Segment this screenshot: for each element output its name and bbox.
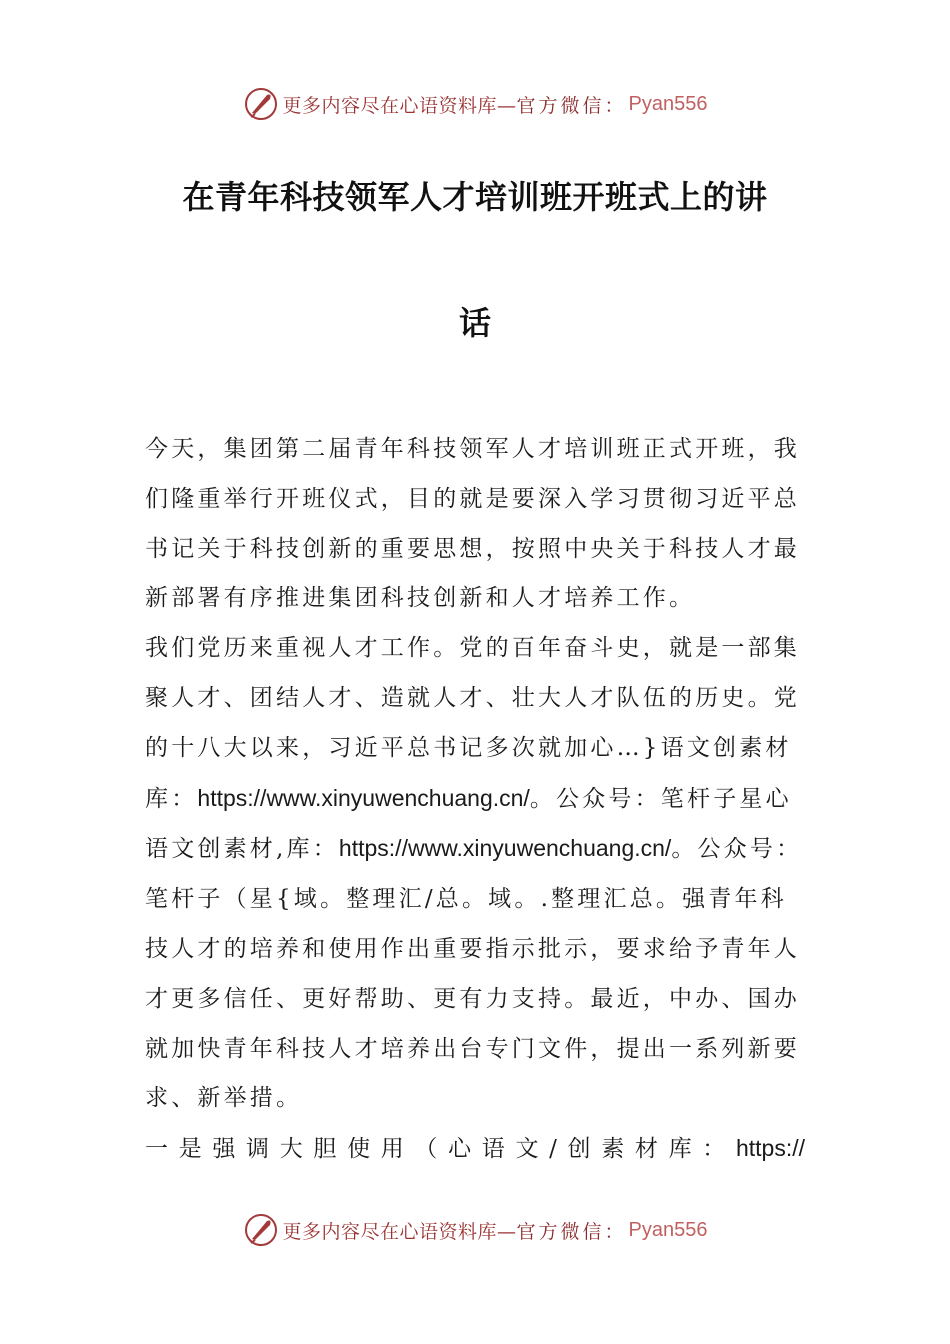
banner-wechat-label: 官方微信： — [516, 94, 627, 117]
banner-text: 更多内容尽在心语资料库— — [282, 94, 517, 117]
paragraph-2-text-b: 。公众号：笔杆子星心语文创素材,库： — [145, 785, 792, 863]
banner-wechat-handle: Pyan556 — [628, 92, 708, 115]
source-url-link[interactable]: https:// — [735, 1135, 805, 1162]
paragraph-2 — [145, 624, 805, 1124]
banner-text: 更多内容尽在心语资料库— — [282, 1220, 517, 1243]
paragraph-1: 今天，集团第二届青年科技领军人才培训班正式开班，我们隆重举行开班仪式，目的就是要深入学习贯彻习近平总书记关于科技创新的重要思想，按照中央关于科技人才最新部署有序推进集团科技创新和人才培养工作。 — [145, 436, 800, 612]
source-url-link[interactable]: https://www.xinyuwenchuang.cn/ — [338, 835, 672, 862]
paragraph-2-text-a: 我们党历来重视人才工作。党的百年奋斗史，就是一部集聚人才、团结人才、造就人才、壮大人才队伍的历史。党的十八大以来，习近平总书记多次就加心…}语文创素材库： — [145, 635, 800, 812]
quill-pen-icon — [243, 1212, 279, 1248]
paragraph-3 — [145, 1124, 805, 1174]
paragraph-2-text-c: 。公众号：笔杆子（星{域。整理汇/总。域。.整理汇总。强青年科技人才的培养和使用作出重要指示批示，要求给予青年人才更多信任、更好帮助、更有力支持。最近，中办、国办就加快青年科技人才培养出台专门文件，提出一系列新要求、新举措。 — [145, 836, 803, 1112]
banner-wechat-label: 官方微信： — [516, 1220, 627, 1243]
footer-banner — [0, 1210, 950, 1250]
source-url-link[interactable]: https://www.xinyuwenchuang.cn/ — [197, 784, 530, 811]
header-banner — [0, 84, 950, 124]
page-title: 在青年科技领军人才培训班开班式上的讲 — [182, 178, 768, 216]
banner-wechat-handle: Pyan556 — [628, 1218, 708, 1241]
paragraph-3-text: 一是强调大胆使用（心语文/创素材库： — [145, 1136, 736, 1163]
quill-pen-icon — [243, 86, 279, 122]
document-body — [145, 425, 805, 1174]
page-title-continued: 话 — [458, 304, 491, 342]
